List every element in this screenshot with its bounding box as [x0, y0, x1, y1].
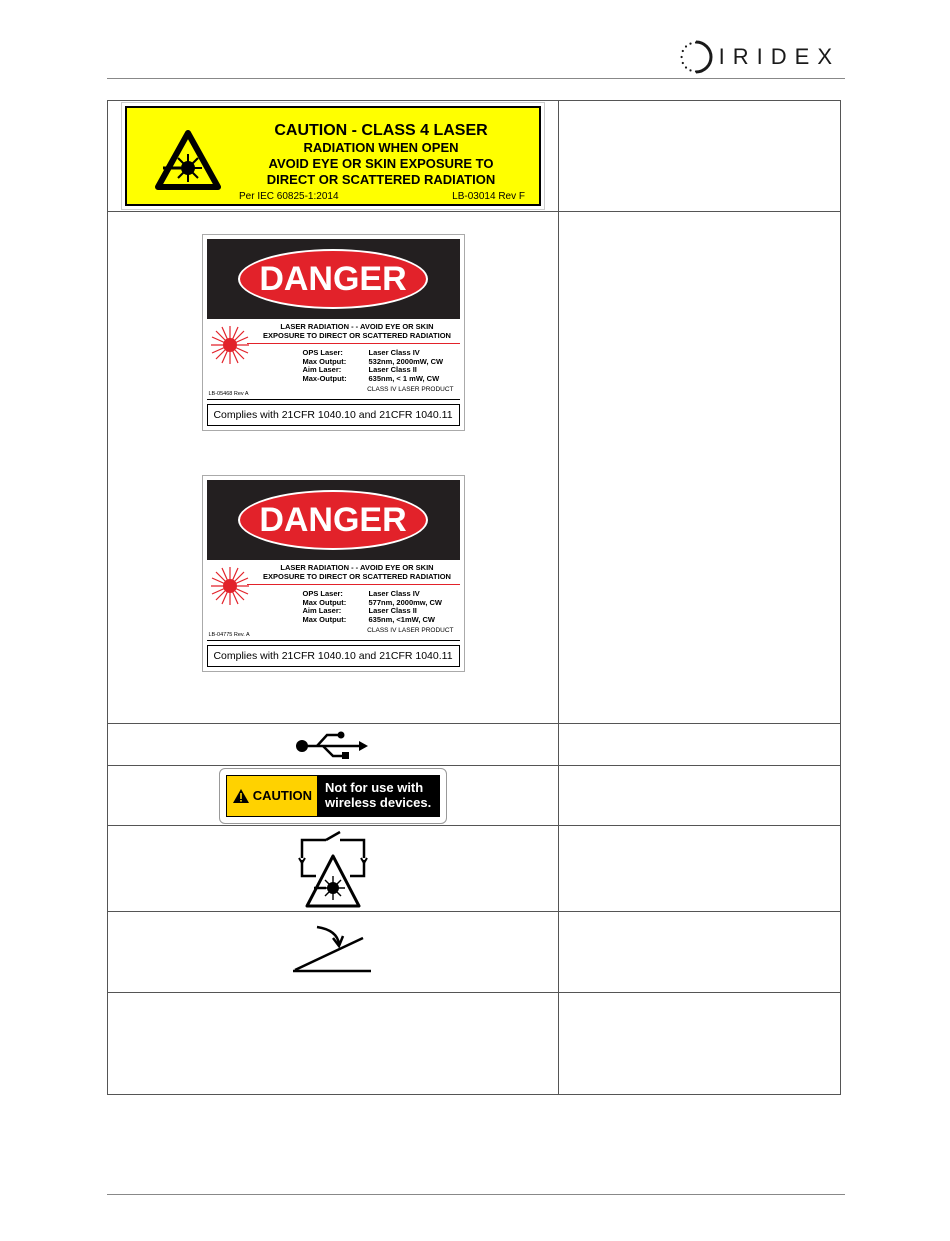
caution-line: AVOID EYE OR SKIN EXPOSURE TO — [268, 156, 494, 171]
spec-value: 532nm, 2000mW, CW — [368, 356, 444, 366]
danger-compliance: Complies with 21CFR 1040.10 and 21CFR 1040.11 — [207, 645, 460, 667]
danger-header: DANGER — [238, 249, 428, 309]
description-cell — [559, 766, 841, 826]
remote-interlock-icon — [296, 828, 370, 910]
iridex-logo-mark-icon — [679, 40, 713, 74]
description-cell — [559, 212, 841, 724]
danger-code: LB-05468 Rev A — [208, 391, 249, 397]
red-rule — [247, 343, 460, 344]
iridex-logo — [679, 40, 840, 74]
spec-value: Laser Class IV — [368, 348, 420, 357]
danger-warning-line: LASER RADIATION - - AVOID EYE OR SKIN — [280, 563, 434, 572]
spec-key: Max-Output: — [302, 373, 347, 383]
caution-standard: Per IEC 60825-1:2014 — [239, 191, 339, 202]
label-cell — [108, 826, 559, 912]
usb-icon — [295, 730, 371, 760]
spec-key: Max Output: — [302, 614, 347, 624]
spec-value: Laser Class II — [368, 365, 417, 374]
danger-label-532 — [202, 234, 465, 431]
danger-warning-line: LASER RADIATION - - AVOID EYE OR SKIN — [280, 322, 434, 331]
spec-key: OPS Laser: — [302, 348, 343, 357]
red-rule — [247, 584, 460, 585]
wireless-caution-label — [219, 768, 447, 824]
label-cell — [108, 993, 559, 1095]
logo-text: IRIDEX — [718, 44, 840, 69]
caution-code: LB-03014 Rev F — [452, 191, 525, 202]
wireless-line: Not for use with — [324, 779, 424, 795]
label-cell — [108, 101, 559, 212]
danger-header: DANGER — [238, 490, 428, 550]
table-row — [108, 766, 841, 826]
description-cell — [559, 101, 841, 212]
spec-value: 635nm, <1mW, CW — [368, 614, 435, 624]
label-cell — [108, 724, 559, 766]
description-cell — [559, 993, 841, 1095]
danger-compliance: Complies with 21CFR 1040.10 and 21CFR 1040.11 — [207, 404, 460, 426]
wireless-caution-word: CAUTION — [252, 788, 312, 803]
spec-value: 635nm, < 1 mW, CW — [368, 373, 440, 383]
spec-value: 577nm, 2000mw, CW — [368, 597, 443, 607]
spec-key: Max Output: — [302, 597, 347, 607]
caution-title: CAUTION - CLASS 4 LASER — [274, 122, 488, 139]
spec-key: OPS Laser: — [302, 589, 343, 598]
danger-product-class: CLASS IV LASER PRODUCT — [367, 386, 454, 393]
table-row — [108, 724, 841, 766]
danger-specs — [303, 590, 443, 624]
danger-warning-line: EXPOSURE TO DIRECT OR SCATTERED RADIATION — [263, 572, 451, 581]
spec-key: Max Output: — [302, 356, 347, 366]
caution-class4-label — [121, 102, 545, 210]
caution-line: RADIATION WHEN OPEN — [303, 140, 459, 155]
caution-line: DIRECT OR SCATTERED RADIATION — [266, 172, 496, 187]
danger-label-577 — [202, 475, 465, 672]
spec-key: Aim Laser: — [302, 606, 342, 615]
description-cell — [559, 826, 841, 912]
danger-warning-line: EXPOSURE TO DIRECT OR SCATTERED RADIATION — [263, 331, 451, 340]
table-row — [108, 826, 841, 912]
laser-starburst-icon — [210, 325, 250, 365]
description-cell — [559, 724, 841, 766]
header-rule — [107, 78, 845, 79]
laser-starburst-icon — [210, 566, 250, 606]
laser-warning-triangle-icon — [155, 130, 221, 190]
footer-rule — [107, 1194, 845, 1195]
table-row — [108, 212, 841, 724]
footswitch-icon — [291, 922, 375, 982]
label-cell — [108, 766, 559, 826]
danger-product-class: CLASS IV LASER PRODUCT — [367, 627, 454, 634]
table-row — [108, 912, 841, 993]
label-table — [107, 100, 841, 1095]
spec-value: Laser Class IV — [368, 589, 420, 598]
danger-code: LB-04775 Rev. A — [208, 632, 250, 638]
label-cell — [108, 212, 559, 724]
table-row — [108, 101, 841, 212]
description-cell — [559, 912, 841, 993]
warning-triangle-icon — [232, 788, 250, 804]
wireless-line: wireless devices. — [324, 794, 432, 810]
spec-key: Aim Laser: — [302, 365, 342, 374]
table-row — [108, 993, 841, 1095]
danger-specs — [303, 349, 444, 383]
label-cell — [108, 912, 559, 993]
spec-value: Laser Class II — [368, 606, 417, 615]
